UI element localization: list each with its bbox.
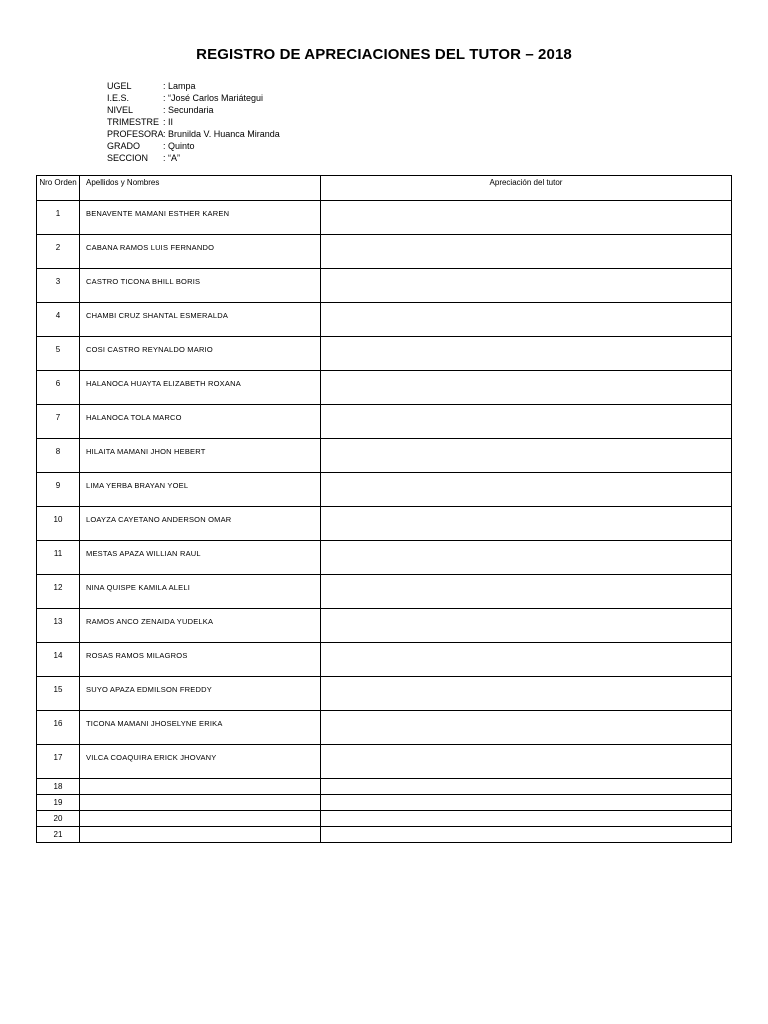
table-row (37, 711, 732, 745)
info-row-seccion (107, 152, 280, 164)
info-row-nivel (107, 104, 280, 116)
table-body (37, 201, 732, 843)
order-number-cell: 11 (37, 541, 80, 575)
student-name-cell (80, 827, 321, 843)
info-row-trimestre (107, 116, 280, 128)
table-row (37, 795, 732, 811)
info-block (107, 80, 280, 164)
order-number-cell: 3 (37, 269, 80, 303)
table-row (37, 269, 732, 303)
student-name-cell (80, 795, 321, 811)
info-row-grado (107, 140, 280, 152)
order-number-cell: 7 (37, 405, 80, 439)
student-name-cell: SUYO APAZA EDMILSON FREDDY (80, 677, 321, 711)
appreciation-cell[interactable] (321, 303, 732, 337)
info-label: NIVEL (107, 105, 134, 115)
appreciation-cell[interactable] (321, 473, 732, 507)
info-value: : Brunilda V. Huanca Miranda (163, 129, 280, 139)
student-name-cell: LOAYZA CAYETANO ANDERSON OMAR (80, 507, 321, 541)
table-row (37, 677, 732, 711)
info-label: PROFESORA (107, 129, 164, 139)
student-name-cell: CASTRO TICONA BHILL BORIS (80, 269, 321, 303)
student-name-cell: HALANOCA HUAYTA ELIZABETH ROXANA (80, 371, 321, 405)
student-name-cell: BENAVENTE MAMANI ESTHER KAREN (80, 201, 321, 235)
appreciation-cell[interactable] (321, 269, 732, 303)
table-row (37, 303, 732, 337)
info-row-ies (107, 92, 280, 104)
table-row (37, 337, 732, 371)
info-row-profesora (107, 128, 280, 140)
student-name-cell: ROSAS RAMOS MILAGROS (80, 643, 321, 677)
order-number-cell: 13 (37, 609, 80, 643)
table-row (37, 201, 732, 235)
student-name-cell: VILCA COAQUIRA ERICK JHOVANY (80, 745, 321, 779)
student-name-cell: COSI CASTRO REYNALDO MARIO (80, 337, 321, 371)
order-number-cell: 19 (37, 795, 80, 811)
info-value: : II (163, 117, 174, 127)
appreciation-cell[interactable] (321, 811, 732, 827)
table-row (37, 575, 732, 609)
student-name-cell: NINA QUISPE KAMILA ALELI (80, 575, 321, 609)
table-row (37, 541, 732, 575)
order-number-cell: 16 (37, 711, 80, 745)
appreciation-cell[interactable] (321, 795, 732, 811)
table-row (37, 609, 732, 643)
appreciation-cell[interactable] (321, 541, 732, 575)
header-student-name: Apellidos y Nombres (80, 176, 321, 201)
order-number-cell: 17 (37, 745, 80, 779)
table-row (37, 745, 732, 779)
info-value: : “José Carlos Mariátegui (163, 93, 264, 103)
student-name-cell: LIMA YERBA BRAYAN YOEL (80, 473, 321, 507)
order-number-cell: 5 (37, 337, 80, 371)
info-label: TRIMESTRE (107, 117, 160, 127)
order-number-cell: 9 (37, 473, 80, 507)
table-row (37, 371, 732, 405)
table-row (37, 405, 732, 439)
info-label: UGEL (107, 81, 132, 91)
order-number-cell: 1 (37, 201, 80, 235)
info-row-ugel (107, 80, 280, 92)
order-number-cell: 18 (37, 779, 80, 795)
appreciation-cell[interactable] (321, 439, 732, 473)
header-tutor-appreciation: Apreciación del tutor (321, 176, 732, 201)
appreciation-cell[interactable] (321, 507, 732, 541)
student-name-cell: HILAITA MAMANI JHON HEBERT (80, 439, 321, 473)
order-number-cell: 8 (37, 439, 80, 473)
student-name-cell: CHAMBI CRUZ SHANTAL ESMERALDA (80, 303, 321, 337)
info-value: : “A” (163, 153, 180, 163)
table-row (37, 827, 732, 843)
info-value: : Quinto (163, 141, 195, 151)
table-row (37, 473, 732, 507)
table-header-row (37, 176, 732, 201)
order-number-cell: 15 (37, 677, 80, 711)
header-order-number: Nro Orden (37, 176, 80, 201)
appreciation-cell[interactable] (321, 235, 732, 269)
student-name-cell: RAMOS ANCO ZENAIDA YUDELKA (80, 609, 321, 643)
appreciation-cell[interactable] (321, 711, 732, 745)
table-row (37, 811, 732, 827)
info-label: I.E.S. (107, 93, 130, 103)
student-name-cell: HALANOCA TOLA MARCO (80, 405, 321, 439)
document-title: REGISTRO DE APRECIACIONES DEL TUTOR – 2018 (196, 46, 572, 63)
appreciation-cell[interactable] (321, 609, 732, 643)
appreciation-cell[interactable] (321, 779, 732, 795)
appreciation-cell[interactable] (321, 827, 732, 843)
table-row (37, 439, 732, 473)
info-label: SECCION (107, 153, 149, 163)
order-number-cell: 10 (37, 507, 80, 541)
appreciation-cell[interactable] (321, 405, 732, 439)
info-label: GRADO (107, 141, 141, 151)
student-name-cell (80, 779, 321, 795)
appreciation-cell[interactable] (321, 575, 732, 609)
appreciation-cell[interactable] (321, 745, 732, 779)
info-value: : Secundaria (163, 105, 214, 115)
table-row (37, 507, 732, 541)
appreciation-cell[interactable] (321, 371, 732, 405)
order-number-cell: 4 (37, 303, 80, 337)
student-name-cell (80, 811, 321, 827)
order-number-cell: 20 (37, 811, 80, 827)
appreciation-cell[interactable] (321, 337, 732, 371)
table-row (37, 643, 732, 677)
order-number-cell: 6 (37, 371, 80, 405)
table-row (37, 779, 732, 795)
student-table (36, 175, 732, 843)
student-name-cell: TICONA MAMANI JHOSELYNE ERIKA (80, 711, 321, 745)
appreciation-cell[interactable] (321, 201, 732, 235)
appreciation-cell[interactable] (321, 677, 732, 711)
table-row (37, 235, 732, 269)
order-number-cell: 12 (37, 575, 80, 609)
student-name-cell: MESTAS APAZA WILLIAN RAUL (80, 541, 321, 575)
order-number-cell: 21 (37, 827, 80, 843)
order-number-cell: 2 (37, 235, 80, 269)
appreciation-cell[interactable] (321, 643, 732, 677)
info-value: : Lampa (163, 81, 196, 91)
student-name-cell: CABANA RAMOS LUIS FERNANDO (80, 235, 321, 269)
order-number-cell: 14 (37, 643, 80, 677)
